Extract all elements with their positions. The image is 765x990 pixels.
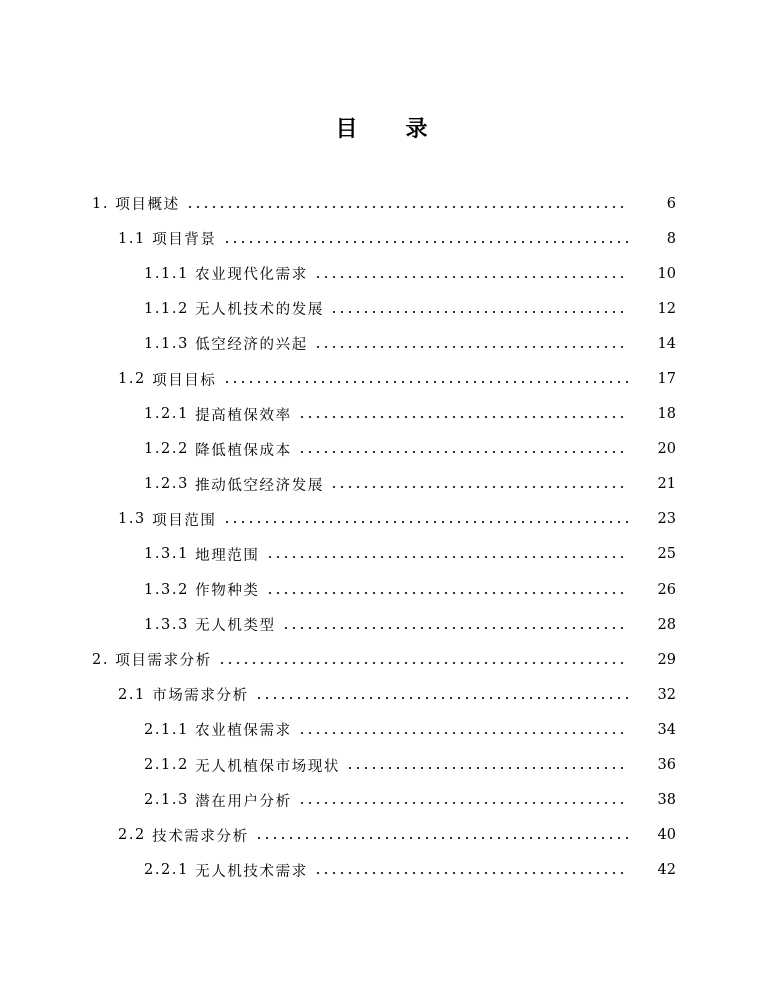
dot-leader xyxy=(314,872,628,874)
toc-entry-page: 6 xyxy=(666,195,676,212)
toc-entry-page: 12 xyxy=(657,300,676,317)
toc-entry[interactable] xyxy=(0,221,765,256)
toc-list xyxy=(0,186,765,888)
dot-leader xyxy=(186,206,628,208)
toc-entry-page: 25 xyxy=(657,546,676,563)
toc-entry-title: 降低植保成本 xyxy=(195,442,292,459)
toc-entry-number: 2.1.2 xyxy=(144,757,189,774)
toc-entry[interactable] xyxy=(0,326,765,361)
toc-entry-number: 2.1.1 xyxy=(144,721,189,738)
toc-entry-title: 项目概述 xyxy=(115,197,180,214)
toc-entry-page: 40 xyxy=(657,827,676,844)
toc-entry-title: 技术需求分析 xyxy=(152,828,249,845)
toc-entry-number: 1.1.2 xyxy=(144,300,189,317)
toc-entry[interactable] xyxy=(0,537,765,572)
dot-leader xyxy=(298,416,628,418)
toc-entry-page: 32 xyxy=(657,686,676,703)
toc-entry-title: 提高植保效率 xyxy=(195,407,292,424)
dot-leader xyxy=(266,556,628,558)
toc-entry-title: 潜在用户分析 xyxy=(195,793,292,810)
toc-entry[interactable] xyxy=(0,502,765,537)
toc-entry-page: 42 xyxy=(657,862,676,879)
toc-entry-page: 29 xyxy=(657,651,676,668)
toc-entry-title: 作物种类 xyxy=(195,583,260,600)
toc-entry-page: 18 xyxy=(657,406,676,423)
toc-entry-page: 38 xyxy=(657,792,676,809)
toc-entry-title: 项目目标 xyxy=(152,372,217,389)
toc-entry-number: 1.1 xyxy=(118,230,146,247)
toc-entry-title: 无人机技术需求 xyxy=(195,863,308,880)
dot-leader xyxy=(298,451,628,453)
toc-entry[interactable] xyxy=(0,712,765,747)
toc-entry[interactable] xyxy=(0,256,765,291)
toc-entry[interactable] xyxy=(0,783,765,818)
toc-entry-title: 项目背景 xyxy=(152,232,217,249)
dot-leader xyxy=(223,381,629,383)
toc-entry-number: 1.2.3 xyxy=(144,476,189,493)
dot-leader xyxy=(330,486,628,488)
toc-entry-page: 34 xyxy=(657,721,676,738)
toc-entry-number: 1. xyxy=(92,195,110,212)
toc-title-char-2: 录 xyxy=(405,117,430,142)
dot-leader xyxy=(266,592,628,594)
toc-entry-page: 14 xyxy=(657,335,676,352)
toc-entry-number: 2.1 xyxy=(118,686,146,703)
toc-entry[interactable] xyxy=(0,572,765,607)
dot-leader xyxy=(282,627,628,629)
toc-entry-page: 23 xyxy=(657,511,676,528)
toc-entry[interactable] xyxy=(0,467,765,502)
dot-leader xyxy=(223,521,629,523)
toc-entry-title: 市场需求分析 xyxy=(152,688,249,705)
dot-leader xyxy=(314,346,628,348)
dot-leader xyxy=(298,802,628,804)
toc-entry[interactable] xyxy=(0,853,765,888)
toc-entry[interactable] xyxy=(0,677,765,712)
toc-entry-title: 项目范围 xyxy=(152,512,217,529)
toc-entry-number: 2.2.1 xyxy=(144,862,189,879)
toc-entry-number: 1.3.3 xyxy=(144,616,189,633)
toc-title xyxy=(0,112,765,143)
toc-entry-number: 2. xyxy=(92,651,110,668)
toc-entry[interactable] xyxy=(0,186,765,221)
dot-leader xyxy=(255,697,628,699)
dot-leader xyxy=(298,732,628,734)
toc-entry-title: 农业现代化需求 xyxy=(195,267,308,284)
toc-entry-number: 1.3 xyxy=(118,511,146,528)
toc-entry-title: 无人机类型 xyxy=(195,618,276,635)
dot-leader xyxy=(255,837,628,839)
toc-entry-number: 1.2.2 xyxy=(144,441,189,458)
toc-entry-title: 无人机植保市场现状 xyxy=(195,758,341,775)
toc-entry[interactable] xyxy=(0,432,765,467)
toc-entry-title: 低空经济的兴起 xyxy=(195,337,308,354)
toc-entry-page: 28 xyxy=(657,616,676,633)
toc-entry-page: 8 xyxy=(666,230,676,247)
toc-entry-title: 无人机技术的发展 xyxy=(195,302,324,319)
toc-entry[interactable] xyxy=(0,397,765,432)
toc-entry-number: 2.2 xyxy=(118,827,146,844)
toc-entry-number: 1.1.1 xyxy=(144,265,189,282)
toc-entry-number: 1.1.3 xyxy=(144,335,189,352)
toc-entry-title: 推动低空经济发展 xyxy=(195,477,324,494)
toc-entry-title: 项目需求分析 xyxy=(115,653,212,670)
toc-entry-number: 1.3.2 xyxy=(144,581,189,598)
toc-entry-number: 2.1.3 xyxy=(144,792,189,809)
toc-entry-page: 17 xyxy=(657,371,676,388)
toc-entry-page: 36 xyxy=(657,757,676,774)
toc-entry[interactable] xyxy=(0,818,765,853)
dot-leader xyxy=(223,241,629,243)
dot-leader xyxy=(346,767,628,769)
toc-entry[interactable] xyxy=(0,361,765,396)
toc-entry-page: 20 xyxy=(657,441,676,458)
dot-leader xyxy=(218,662,628,664)
dot-leader xyxy=(330,311,628,313)
toc-entry[interactable] xyxy=(0,642,765,677)
toc-entry-page: 21 xyxy=(657,476,676,493)
toc-entry-title: 地理范围 xyxy=(195,547,260,564)
toc-entry-number: 1.2.1 xyxy=(144,406,189,423)
toc-entry-number: 1.3.1 xyxy=(144,546,189,563)
dot-leader xyxy=(314,276,628,278)
toc-entry-page: 26 xyxy=(657,581,676,598)
toc-entry[interactable] xyxy=(0,291,765,326)
toc-entry-page: 10 xyxy=(657,265,676,282)
toc-entry[interactable] xyxy=(0,607,765,642)
toc-entry[interactable] xyxy=(0,748,765,783)
toc-title-char-1: 目 xyxy=(335,117,360,142)
toc-entry-title: 农业植保需求 xyxy=(195,723,292,740)
toc-entry-number: 1.2 xyxy=(118,371,146,388)
